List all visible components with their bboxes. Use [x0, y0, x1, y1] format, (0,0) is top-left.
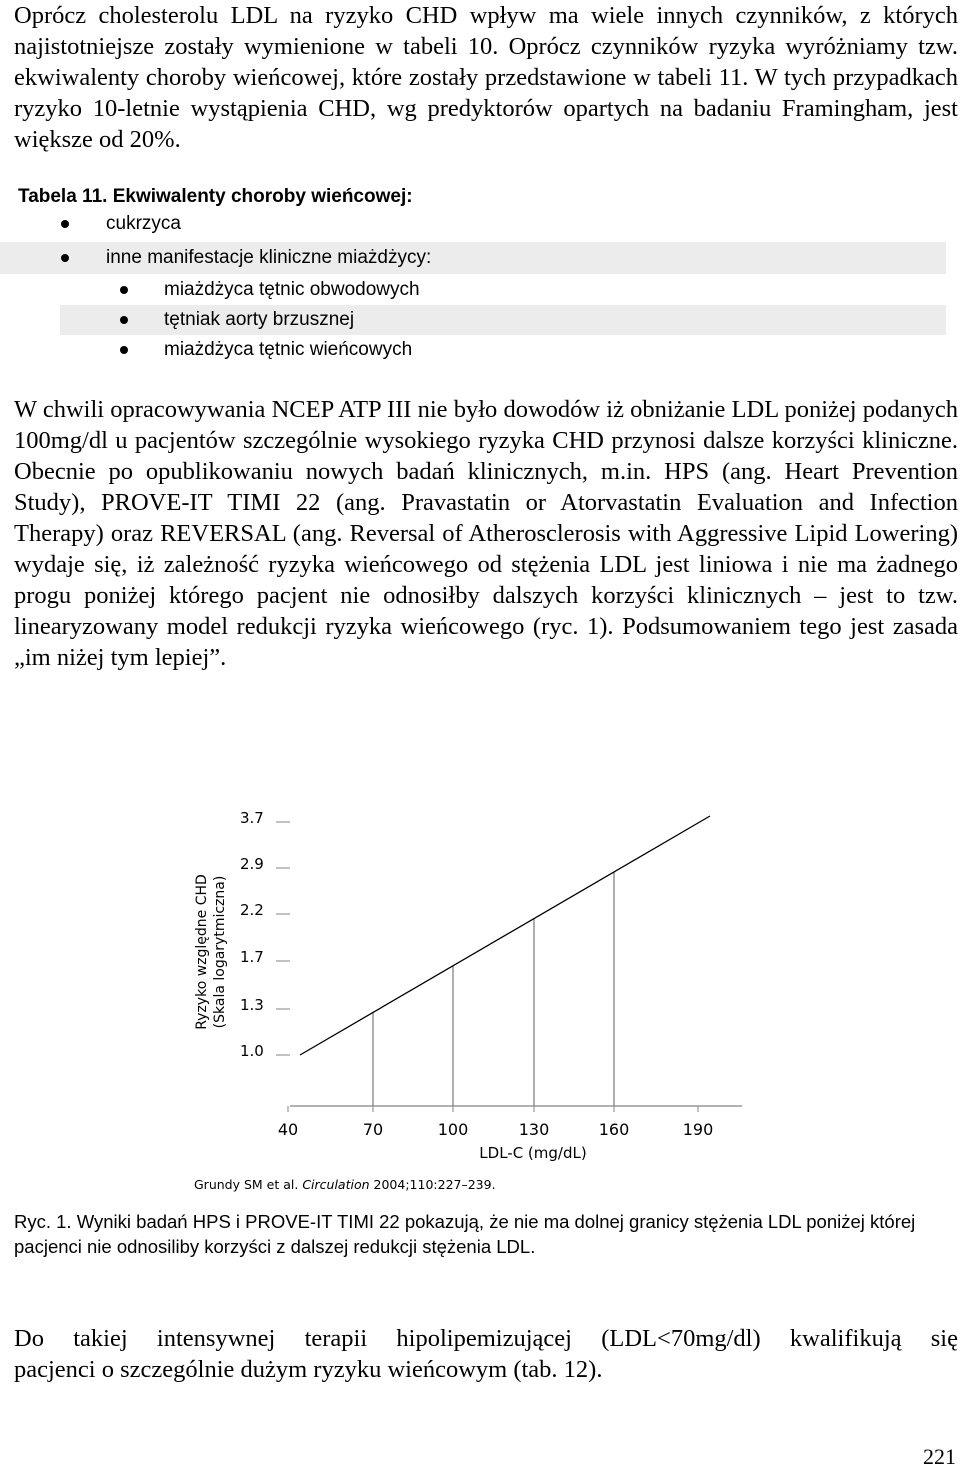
list-item	[0, 242, 946, 274]
list-item-label: miażdżyca tętnic wieńcowych	[164, 339, 413, 360]
list-item-label: inne manifestacje kliniczne miażdżycy:	[106, 247, 432, 268]
bullet-icon	[120, 286, 128, 294]
x-tick-label: 40	[277, 1120, 299, 1139]
list-item	[0, 209, 946, 239]
closing-line-1: Do takiej intensywnej terapii hipolipemizującej (LDL<70mg/dl) kwalifikują się	[14, 1325, 958, 1352]
closing-line-2: pacjenci o szczególnie dużym ryzyku wieńcowym (tab. 12).	[14, 1356, 603, 1383]
intro-paragraph: Oprócz cholesterolu LDL na ryzyko CHD wpływ ma wiele innych czynników, z których najistotniejsze zostały wymienione w tabeli 10. Oprócz czynników ryzyka wyróżniamy tzw. ekwiwalenty choroby wieńcowej, które zostały przedstawione w tabeli 11. W tych przypadkach ryzyko 10-letnie wystąpienia CHD, wg predyktorów opartych na badaniu Framingham, jest większe od 20%.	[14, 2, 958, 153]
sub-list-item	[60, 335, 946, 365]
page-number: 221	[923, 1444, 956, 1469]
list-item-label: tętniak aorty brzusznej	[164, 309, 355, 330]
list-item-label: miażdżyca tętnic obwodowych	[164, 279, 420, 300]
y-axis-label: Ryzyko względne CHD	[194, 874, 210, 1030]
ldl-risk-chart	[180, 790, 760, 1210]
closing-paragraph	[14, 1323, 958, 1385]
y-tick-label: 1.0	[240, 1042, 264, 1060]
body-paragraph: W chwili opracowywania NCEP ATP III nie było dowodów iż obniżanie LDL poniżej podanych 100mg/dl u pacjentów szczególnie wysokiego ryzyka CHD przynosi dalsze korzyści kliniczne. Obecnie po opublikowaniu nowych badań klinicznych, m.in. HPS (ang. Heart Prevention Study), PROVE-IT TIMI 22 (ang. Pravastatin or Atorvastatin Evaluation and Infection Therapy) oraz REVERSAL (ang. Reversal of Atherosclerosis with Aggressive Lipid Lowering) wydaje się, iż zależność ryzyka wieńcowego od stężenia LDL jest liniowa i nie ma żadnego progu poniżej którego pacjent nie odnosiłby dalszych korzyści klinicznych – jest to tzw. linearyzowany model redukcji ryzyka wieńcowego (ryc. 1). Podsumowaniem tego jest zasada „im niżej tym lepiej”.	[14, 396, 958, 671]
sub-list-item	[60, 305, 946, 335]
x-tick-label: 130	[518, 1120, 550, 1139]
y-tick-label: 1.7	[240, 948, 264, 966]
y-tick-label: 1.3	[240, 996, 264, 1014]
data-series-line	[300, 816, 710, 1055]
ldl-risk-figure	[180, 790, 760, 1210]
list-item-label: cukrzyca	[106, 213, 181, 234]
y-tick-label: 2.9	[240, 855, 264, 873]
x-axis-label: LDL-C (mg/dL)	[479, 1144, 587, 1162]
bullet-icon	[120, 346, 128, 354]
x-tick-label: 100	[437, 1120, 469, 1139]
bullet-icon	[61, 220, 69, 228]
sub-list-item	[60, 275, 946, 305]
figure-source: Grundy SM et al. Circulation 2004;110:227–239.	[194, 1177, 496, 1192]
y-tick-label: 2.2	[240, 901, 264, 919]
x-tick-label: 160	[598, 1120, 630, 1139]
bullet-icon	[120, 316, 128, 324]
table-11-caption: Tabela 11. Ekwiwalenty choroby wieńcowej:	[18, 186, 413, 207]
x-tick-label: 190	[682, 1120, 714, 1139]
figure-caption: Ryc. 1. Wyniki badań HPS i PROVE-IT TIMI 22 pokazują, że nie ma dolnej granicy stężenia LDL poniżej której pacjenci nie odnosiliby korzyści z dalszej redukcji stężenia LDL.	[14, 1211, 916, 1257]
x-tick-label: 70	[362, 1120, 384, 1139]
y-tick-label: 3.7	[240, 809, 264, 827]
y-axis-label-2: (Skala logarytmiczna)	[212, 875, 228, 1029]
bullet-icon	[61, 254, 69, 262]
